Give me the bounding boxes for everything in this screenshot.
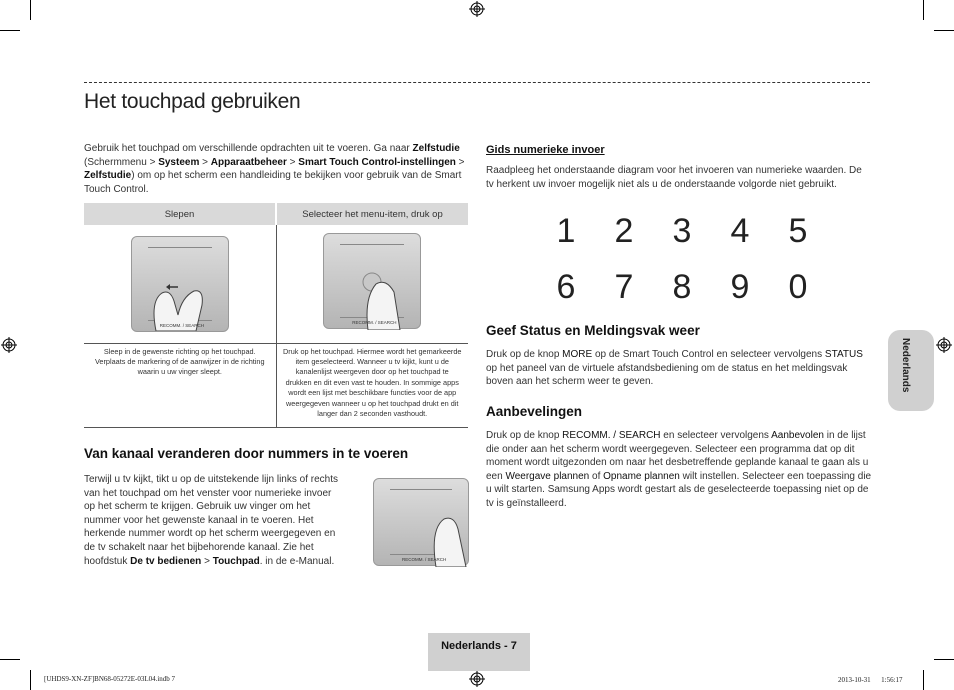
status-bold: STATUS [824, 349, 863, 360]
digits-row-2 [552, 268, 812, 314]
digit-glyph: 8 [672, 268, 692, 306]
intro-text: Gebruik het touchpad om verschillende opdrachten uit te voeren. Ga naar [84, 143, 413, 154]
digit-glyph: 5 [788, 212, 808, 250]
channel-heading: Van kanaal veranderen door nummers in te voeren [84, 446, 409, 461]
pad-label: RECOMM. / SEARCH [159, 323, 205, 328]
recs-bold: Aanbevolen [771, 430, 824, 441]
intro-text: (Schermmenu > [84, 156, 159, 168]
channel-image [373, 478, 469, 566]
digit-glyph: 9 [730, 268, 750, 306]
crop-mark [30, 670, 31, 690]
status-paragraph [486, 348, 872, 389]
intro-bold: Zelfstudie [412, 143, 460, 154]
recs-bold: Opname plannen [603, 470, 680, 482]
status-heading: Geef Status en Meldingsvak weer [486, 323, 700, 338]
crop-mark [0, 659, 20, 660]
crop-mark [0, 30, 20, 31]
recs-text: wilt instellen. Selecteer een toepassing die u wilt starten. Samsung Apps wordt gestart als de geselecteerde toepassing niet op de tv is geïnstalleerd. [486, 470, 872, 509]
channel-text: > [201, 555, 213, 567]
drag-caption-a: Sleep in de gewenste richting op het touchpad. [103, 346, 256, 356]
intro-bold: Apparaatbeheer [210, 156, 287, 168]
intro-text: ) om op het scherm een handleiding te bekijken voor gebruik van de Smart Touch Control. [84, 170, 462, 195]
recs-bold: Weergave plannen [505, 470, 590, 482]
side-tab-label: Nederlands [900, 338, 911, 393]
recs-text: in de lijst die onder aan het scherm wordt weergegeven. Selecteer een programma dat op dit moment wordt uitgezonden om naar het desbetreffende geplande kanaal te gaan als u een [486, 430, 869, 482]
status-text: op het paneel van de virtuele afstandsbediening om de status en het meldingsvak boven aan het scherm weer te geven. [486, 362, 848, 388]
intro-bold: Zelfstudie [84, 170, 132, 182]
registration-mark-icon [936, 337, 952, 353]
digit-glyph: 1 [556, 212, 576, 250]
page-number-label: Nederlands - 7 [441, 640, 517, 652]
registration-mark-icon [469, 1, 485, 17]
digits-row-1 [552, 212, 812, 258]
print-info-right: 2013-10-31 1:56:17 [838, 676, 903, 684]
recs-text: Druk op de knop [486, 430, 563, 441]
finger-drag-icon [148, 271, 208, 331]
registration-mark-icon [1, 337, 17, 353]
recs-paragraph [486, 429, 872, 511]
intro-bold: Smart Touch Control-instellingen [298, 156, 456, 168]
digit-glyph: 3 [672, 212, 692, 250]
intro-text: > [199, 156, 211, 168]
intro-paragraph [84, 142, 468, 196]
recs-bold: RECOMM. / SEARCH [562, 430, 661, 441]
press-image-cell [276, 225, 468, 343]
page-number-tab [428, 633, 530, 671]
crop-mark [923, 670, 924, 690]
press-caption: Druk op het touchpad. Hiermee wordt het gemarkeerde item geselecteerd. Wanneer u tv kijkt, kunt u de kanalenlijst weergeven door op het touchpad te drukken en dit even vast te houden. In sommige apps wordt een lijst met beschikbare functies voor de app weergegeven wanneer u op het touchpad drukt en dit langer dan 2 seconden vasthoudt. [283, 346, 462, 418]
digit-glyph: 2 [614, 212, 634, 250]
channel-paragraph [84, 473, 340, 568]
channel-text: Terwijl u tv kijkt, tikt u op de uitstekende lijn links of rechts van het touchpad om het venster voor numerieke invoer op het scherm te krijgen. Gebruik uw vinger om het nummer voor het gewenste kanaal in te voeren. Het herkende nummer wordt op het scherm weergegeven en de tv schakelt naar het bijbehorende kanaal. Zie het hoofdstuk [84, 474, 338, 567]
table-header-press: Selecteer het menu-item, druk op [276, 203, 468, 225]
intro-bold: Systeem [158, 156, 200, 168]
table-header-drag: Slepen [84, 203, 276, 225]
digit-glyph: 0 [788, 268, 808, 306]
digit-glyph: 7 [614, 268, 634, 306]
pad-label: RECOMM. / SEARCH [402, 557, 447, 562]
channel-bold: Touchpad [212, 555, 260, 567]
registration-mark-icon [469, 671, 485, 687]
recs-heading: Aanbevelingen [486, 404, 583, 419]
crop-mark [934, 30, 954, 31]
crop-mark [934, 659, 954, 660]
touchpad-press-illustration [323, 233, 421, 329]
drag-image-cell [84, 225, 276, 343]
touchpad-tap-illustration [373, 478, 469, 566]
recs-text: en selecteer vervolgens [660, 430, 772, 441]
top-rule [84, 82, 870, 83]
status-bold: MORE [562, 349, 593, 360]
crop-mark [30, 0, 31, 20]
recs-text: of [589, 470, 604, 482]
status-text: Druk op de knop [486, 349, 563, 360]
drag-caption [84, 343, 276, 427]
crop-mark [923, 0, 924, 20]
channel-bold: De tv bedienen [130, 555, 202, 567]
digit-glyph: 4 [730, 212, 750, 250]
print-info-left: [UHDS9-XN-ZF]BN68-05272E-03L04.indb 7 [44, 675, 176, 683]
touchpad-drag-illustration [131, 236, 229, 332]
drag-caption-b: Verplaats de markering of de aanwijzer in de richting waarin u uw vinger sleept. [94, 356, 265, 377]
page-title: Het touchpad gebruiken [84, 90, 301, 113]
numeric-heading: Gids numerieke invoer [486, 144, 605, 156]
intro-text: > [455, 156, 465, 168]
language-side-tab [888, 330, 934, 411]
status-text: op de Smart Touch Control en selecteer vervolgens [592, 349, 825, 360]
digit-glyph: 6 [556, 268, 576, 306]
intro-text: > [286, 156, 299, 168]
numeric-paragraph: Raadpleeg het onderstaande diagram voor het invoeren van numerieke waarden. De tv herkent uw invoer mogelijk niet als u de onderstaande volgorde niet gebruikt. [486, 165, 862, 190]
channel-text: . in de e-Manual. [259, 555, 335, 567]
pad-label: RECOMM. / SEARCH [352, 320, 397, 325]
touchpad-table [84, 203, 468, 428]
